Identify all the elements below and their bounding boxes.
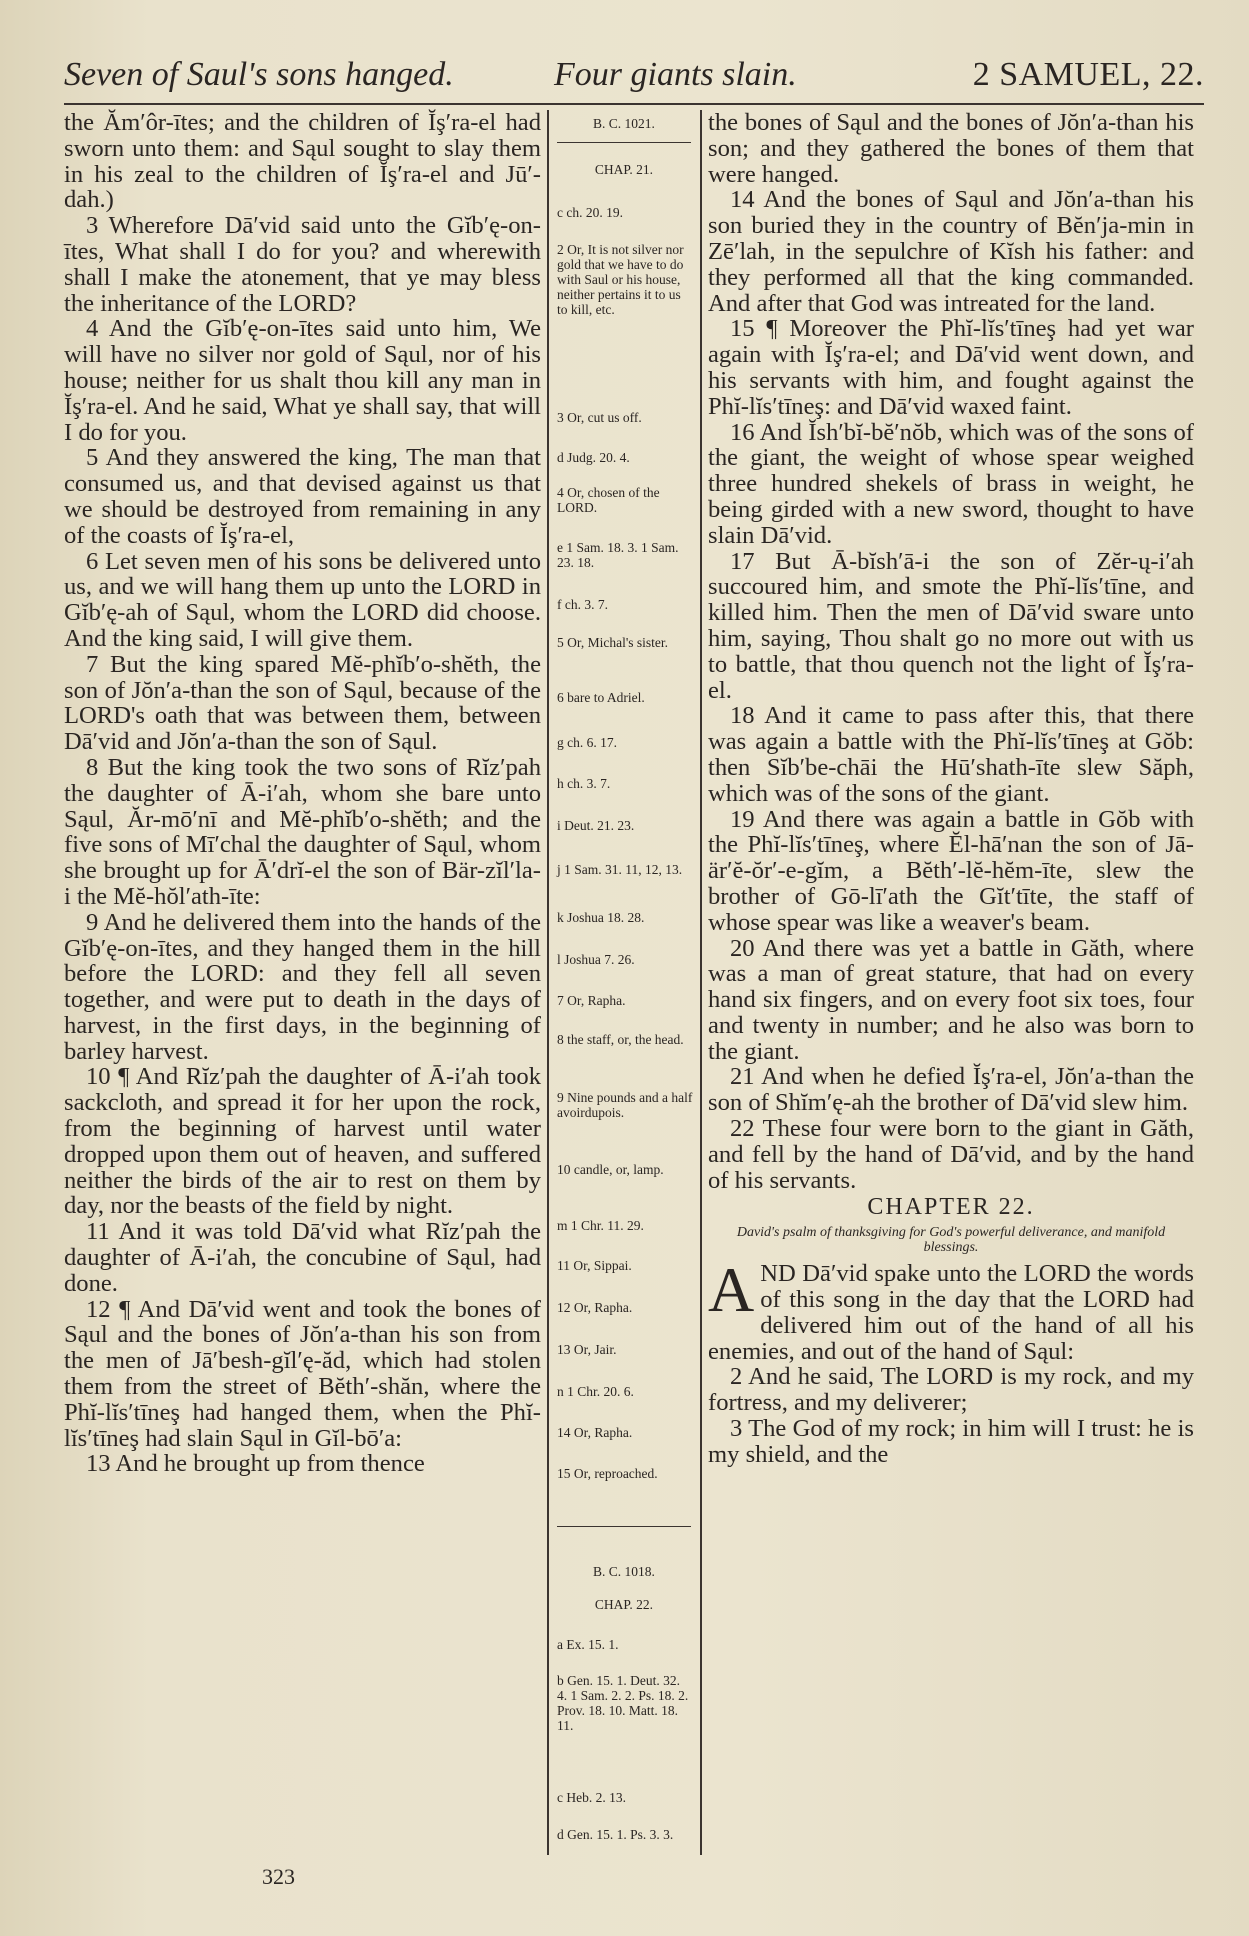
- margin-note: f ch. 3. 7.: [557, 597, 608, 612]
- margin-note: b Gen. 15. 1. Deut. 32. 4. 1 Sam. 2. 2. Ps. 18. 2. Prov. 18. 10. Matt. 18. 11.: [557, 1673, 689, 1733]
- margin-note: c Heb. 2. 13.: [557, 1790, 626, 1805]
- page-number: 323: [262, 1864, 295, 1889]
- margin-chapter: CHAP. 22.: [594, 1597, 654, 1612]
- margin-note: 13 Or, Jair.: [557, 1342, 617, 1357]
- margin-note: 11 Or, Sippai.: [557, 1258, 632, 1273]
- column-divider-right: [700, 110, 702, 1855]
- verse-14: 14 And the bones of Sąul and Jŏn′a-than his son buried they in the country of Bĕn′ja-min in Zē′lah, in the sepulchre of Kĭsh his father: and they performed all that the king commanded. And after that God was intreated for the land.: [708, 186, 1194, 317]
- verse-4: 4 And the Gĭb′ę-on-ītes said unto him, We will have no silver nor gold of Sąul, nor of his house; neither for us shalt thou kill any man in Ĭş′ra-el. And he said, What ye shall say, that will I do for you.: [64, 315, 541, 446]
- margin-note: j 1 Sam. 31. 11, 12, 13.: [557, 862, 683, 877]
- verse-21: 21 And when he defied Ĭş′ra-el, Jŏn′a-than the son of Shĭm′ę-ah the brother of Dā′vid slew him.: [708, 1063, 1194, 1117]
- verse-12: 12 ¶ And Dā′vid went and took the bones of Sąul and the bones of Jŏn′a-than his son from the men of Jā′besh-gĭl′ę-ăd, which had stolen them from the street of Bĕth′-shăn, where the Phĭ-lĭs′tīneş had hanged them, when the Phĭ-lĭs′tīneş had slain Sąul in Gĭl-bō′a:: [64, 1295, 541, 1452]
- margin-note: c ch. 20. 19.: [557, 205, 623, 220]
- verse-20: 20 And there was yet a battle in Găth, where was a man of great stature, that had on every hand six fingers, and on every foot six toes, four and twenty in number; and he also was born to the giant.: [708, 934, 1194, 1065]
- verse-9: 9 And he delivered them into the hands of the Gĭb′ę-on-ītes, and they hanged them in the hill before the LORD: and they fell all seven together, and were put to death in the days of harvest, in the first days, in the beginning of barley harvest.: [64, 908, 541, 1065]
- margin-chapter: CHAP. 21.: [594, 162, 654, 177]
- running-header: [64, 56, 1204, 104]
- verse-10: 10 ¶ And Rĭz′pah the daughter of Ā-i′ah took sackcloth, and spread it for her upon the rock, from the beginning of harvest until water dropped upon them out of heaven, and suffered neither the birds of the air to rest on them by day, nor the beasts of the field by night.: [64, 1063, 541, 1220]
- verse-13: 13 And he brought up from thence: [86, 1450, 425, 1478]
- margin-note: e 1 Sam. 18. 3. 1 Sam. 23. 18.: [557, 540, 679, 570]
- verse-15: 15 ¶ Moreover the Phĭ-lĭs′tīneş had yet war again with Ĭş′ra-el; and Dā′vid went down, and his servants with him, and fought against the Phĭ-lĭs′tīneş: and Dā′vid waxed faint.: [708, 315, 1194, 420]
- margin-note: a Ex. 15. 1.: [557, 1637, 619, 1652]
- margin-note: g ch. 6. 17.: [557, 735, 617, 750]
- margin-date: B. C. 1021.: [593, 116, 655, 131]
- right-text-column: [708, 110, 1194, 1468]
- margin-note: 10 candle, or, lamp.: [557, 1162, 664, 1177]
- margin-note: 9 Nine pounds and a half avoirdupois.: [557, 1090, 693, 1120]
- drop-cap: A: [708, 1254, 755, 1326]
- margin-note: n 1 Chr. 20. 6.: [557, 1384, 634, 1399]
- verse-22: 22 These four were born to the giant in Găth, and fell by the hand of Dā′vid, and by the hand of his servants.: [708, 1115, 1194, 1194]
- margin-rule: [557, 142, 691, 143]
- verse-16: 16 And Ĭsh′bĭ-bĕ′nŏb, which was of the sons of the giant, the weight of whose spear weighed three hundred shekels of brass in weight, he being girded with a new sword, thought to have slain Dā′vid.: [708, 418, 1194, 549]
- verse-1-text: ND Dā′vid spake unto the LORD the words of this song in the day that the LORD had delivered him out of the hand of all his enemies, and out of the hand of Sąul:: [708, 1260, 1194, 1365]
- margin-rule: [557, 1526, 691, 1527]
- chapter-heading: CHAPTER 22.: [867, 1194, 1035, 1221]
- margin-note: d Gen. 15. 1. Ps. 3. 3.: [557, 1827, 674, 1842]
- verse-19: 19 And there was again a battle in Gŏb with the Phĭ-lĭs′tīneş, where Ĕl-hā′nan the son of Jā-är′ĕ-ŏr′-e-gĭm, a Bĕth′-lĕ-hĕm-īte, slew the brother of Gō-lī′ath the Gĭt′tīte, the staff of whose spear was like a weaver's beam.: [708, 805, 1194, 936]
- header-rule: [64, 103, 1204, 105]
- verse-3: 3 Wherefore Dā′vid said unto the Gĭb′ę-on-ītes, What shall I do for you? and wherewith shall I make the atonement, that ye may bless the inheritance of the LORD?: [64, 212, 541, 317]
- margin-note: 7 Or, Rapha.: [557, 993, 626, 1008]
- verse-11: 11 And it was told Dā′vid what Rĭz′pah the daughter of Ā-i′ah, the concubine of Sąul, had done.: [64, 1218, 541, 1297]
- header-middle-topic: Four giants slain.: [554, 56, 797, 93]
- margin-note: 4 Or, chosen of the LORD.: [557, 485, 660, 515]
- chapter-summary: David's psalm of thanksgiving for God's powerful deliverance, and manifold blessings.: [736, 1225, 1166, 1256]
- margin-note: 3 Or, cut us off.: [557, 410, 642, 425]
- chapter-first-verse: [708, 1254, 1194, 1365]
- margin-note: 2 Or, It is not silver nor gold that we have to do with Saul or his house, neither pertains it to us to kill, etc.: [557, 242, 684, 317]
- margin-note: 8 the staff, or, the head.: [557, 1032, 684, 1047]
- margin-note: h ch. 3. 7.: [557, 776, 611, 791]
- margin-note: d Judg. 20. 4.: [557, 450, 630, 465]
- verse-2: 2 And he said, The LORD is my rock, and my fortress, and my deliverer;: [708, 1363, 1194, 1417]
- verse-8: 8 But the king took the two sons of Rĭz′pah the daughter of Ā-i′ah, whom she bare unto Sąul, Ăr-mō′nī and Mĕ-phĭb′o-shĕth; and the five sons of Mī′chal the daughter of Sąul, whom she brought up for Ā′drĭ-el the son of Bär-zĭl′la-i the Mĕ-hŏl′ath-īte:: [64, 753, 541, 910]
- verse-7: 7 But the king spared Mĕ-phĭb′o-shĕth, the son of Jŏn′a-than the son of Sąul, because of the LORD's oath that was between them, between Dā′vid and Jŏn′a-than the son of Sąul.: [64, 650, 541, 756]
- margin-note: k Joshua 18. 28.: [557, 910, 645, 925]
- margin-note: 14 Or, Rapha.: [557, 1425, 633, 1440]
- column-divider-left: [547, 110, 549, 1855]
- margin-note: 15 Or, reproached.: [557, 1466, 658, 1481]
- left-text-column: [64, 110, 541, 1477]
- verse-continuation: the Ăm′ôr-ītes; and the children of Ĭş′ra-el had sworn unto them: and Sąul sought to slay them in his zeal to the children of Ĭş′ra-el and Jū′-dah.): [64, 109, 541, 214]
- margin-note: m 1 Chr. 11. 29.: [557, 1218, 644, 1233]
- margin-note: l Joshua 7. 26.: [557, 952, 635, 967]
- verse-18: 18 And it came to pass after this, that there was again a battle with the Phĭ-lĭs′tīneş at Gŏb: then Sĭb′be-chāi the Hū′shath-īte slew Săph, which was of the sons of the giant.: [708, 702, 1194, 807]
- verse-17: 17 But Ā-bĭsh′ā-i the son of Zĕr-ų-i′ah succoured him, and smote the Phĭ-lĭs′tīne, and killed him. Then the men of Dā′vid sware unto him, saying, Thou shalt go no more out with us to battle, that thou quench not the light of Ĭş′ra-el.: [708, 547, 1194, 704]
- header-left-topic: Seven of Saul's sons hanged.: [64, 56, 454, 93]
- margin-note: i Deut. 21. 23.: [557, 818, 635, 833]
- margin-note: 5 Or, Michal's sister.: [557, 635, 669, 650]
- header-book-chapter: 2 SAMUEL, 22.: [972, 56, 1204, 93]
- margin-note: 6 bare to Adriel.: [557, 690, 645, 705]
- verse-5: 5 And they answered the king, The man that consumed us, and that devised against us that we should be destroyed from remaining in any of the coasts of Ĭş′ra-el,: [64, 444, 541, 549]
- margin-note: 12 Or, Rapha.: [557, 1300, 633, 1315]
- verse-3: 3 The God of my rock; in him will I trust: he is my shield, and the: [708, 1415, 1194, 1468]
- verse-continuation: the bones of Sąul and the bones of Jŏn′a-than his son; and they gathered the bones of them that were hanged.: [708, 109, 1194, 188]
- verse-6: 6 Let seven men of his sons be delivered unto us, and we will hang them up unto the LORD in Gĭb′ę-ah of Sąul, whom the LORD did choose. And the king said, I will give them.: [64, 547, 541, 652]
- margin-date: B. C. 1018.: [593, 1564, 655, 1579]
